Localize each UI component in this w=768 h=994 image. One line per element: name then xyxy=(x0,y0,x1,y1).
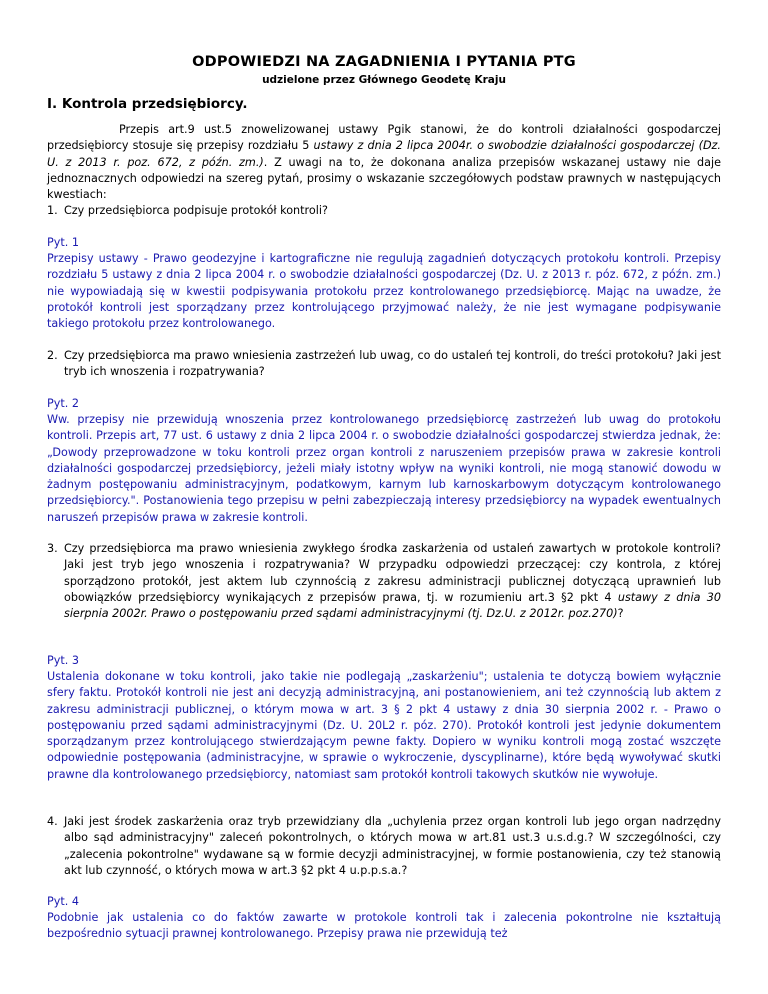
document-subtitle: udzielone przez Głównego Geodetę Kraju xyxy=(262,74,506,86)
question-number: 4. xyxy=(47,815,58,828)
answer-1-label: Pyt. 1 xyxy=(47,236,79,249)
question-number: 3. xyxy=(47,542,58,555)
answer-3-label: Pyt. 3 xyxy=(47,654,79,667)
question-text: Czy przedsiębiorca ma prawo wniesienia zastrzeżeń lub uwag, co do ustaleń tej kontroli, do treści protokołu? Jaki jest tryb ich wnoszenia i rozpatrywania? xyxy=(64,349,721,379)
answer-1-text: Przepisy ustawy - Prawo geodezyjne i kartograficzne nie regulują zagadnień dotyczących protokołu kontroli. Przepisy rozdziału 5 ustawy z dnia 2 lipca 2004 r. o swobodzie działalności gospodarczej (Dz. U. z 2013 r. póz. 672, z późn. zm.) nie wypowiadają się w kwestii podpisywania protokołu przez kontrolowanego przedsiębiorcę. Mając na uwadze, że protokół kontroli jest sporządzany przez kontrolującego przyjmować należy, że nie jest wymagane podpisywanie takiego protokołu przez kontrolowanego. xyxy=(47,252,721,331)
question-number: 2. xyxy=(47,349,58,362)
answer-2-label: Pyt. 2 xyxy=(47,397,79,410)
question-text: Czy przedsiębiorca ma prawo wniesienia zwykłego środka zaskarżenia od ustaleń zawartych w protokole kontroli? Jaki jest tryb jego wnoszenia i rozpatrywania? W przypadku odpowiedzi przeczącej: czy kontrola, z której sporządzono protokół, jest aktem lub czynnością z zakresu administracji publicznej dotyczącą uprawnień lub obowiązków przedsiębiorcy wynikających z przepisów prawa, tj. w rozumieniu art.3 §2 pkt 4 ustawy z dnia 30 sierpnia 2002r. Prawo o postępowaniu przed sądami administracyjnymi (tj. Dz.U. z 2012r. poz.270)? xyxy=(64,542,721,621)
answer-3-text: Ustalenia dokonane w toku kontroli, jako takie nie podlegają „zaskarżeniu"; ustalenia te dotyczą bowiem wyłącznie sfery faktu. Protokół kontroli nie jest ani decyzją administracyjną, ani postanowieniem, ani też czynnością lub aktem z zakresu administracji publicznej, o którym mowa w art. 3 § 2 pkt 4 ustawy z dnia 30 sierpnia 2002 r. - Prawo o postępowaniu przed sądami administracyjnymi (Dz. U. 20L2 r. póz. 270). Protokół kontroli jest jedynie dokumentem sporządzanym przez kontrolującego stwierdzającym pewne fakty. Dopiero w wyniku kontroli mogą zostać wszczęte odpowiednie postępowania (administracyjne, w sprawie o wykroczenie, dyscyplinarne), które będą wywoływać skutki prawne dla kontrolowanego przedsiębiorcy, natomiast sam protokół kontroli takowych skutków nie wywołuje. xyxy=(47,670,721,781)
section-heading: I. Kontrola przedsiębiorcy. xyxy=(47,96,248,112)
question-2 xyxy=(47,348,721,381)
question-text: Jaki jest środek zaskarżenia oraz tryb przewidziany dla „uchylenia przez organ kontroli lub jego organ nadrzędny albo sąd administracyjny" zaleceń pokontrolnych, o których mowa w art.81 ust.3 u.s.d.g.? W szczególności, czy „zalecenia pokontrolne" wydawane są w formie decyzji administracyjnej, w formie postanowienia, czy też stanowią akt lub czynność, o których mowa w art.3 §2 pkt 4 u.p.p.s.a.? xyxy=(64,815,721,877)
answer-2-text: Ww. przepisy nie przewidują wnoszenia przez kontrolowanego przedsiębiorcę zastrzeżeń lub uwag do protokołu kontroli. Przepis art, 77 ust. 6 ustawy z dnia 2 lipca 2004 r. o swobodzie działalności gospodarczej stwierdza jednak, że: „Dowody przeprowadzone w toku kontroli przez organ kontroli z naruszeniem przepisów prawa w zakresie kontroli działalności gospodarczej przedsiębiorcy, jeżeli miały istotny wpływ na wyniki kontroli, nie mogą stanowić dowodu w żadnym postępowaniu administracyjnym, podatkowym, karnym lub karnoskarbowym dotyczącym kontrolowanego przedsiębiorcy.". Postanowienia tego przepisu w pełni zabezpieczają interesy przedsiębiorcy na wypadek ewentualnych naruszeń przepisów prawa w zakresie kontroli. xyxy=(47,413,721,524)
question-text: Czy przedsiębiorca podpisuje protokół kontroli? xyxy=(64,204,328,217)
document-title: ODPOWIEDZI NA ZAGADNIENIA I PYTANIA PTG xyxy=(192,54,576,70)
question-1 xyxy=(47,203,721,219)
answer-4-label: Pyt. 4 xyxy=(47,895,79,908)
question-4 xyxy=(47,814,721,879)
question-number: 1. xyxy=(47,204,58,217)
answer-4-text: Podobnie jak ustalenia co do faktów zawarte w protokole kontroli tak i zalecenia pokontrolne nie kształtują bezpośrednio sytuacji prawnej kontrolowanego. Przepisy prawa nie przewidują też xyxy=(47,911,721,941)
intro-paragraph: Przepis art.9 ust.5 znowelizowanej ustawy Pgik stanowi, że do kontroli działalności gospodarczej przedsiębiorcy stosuje się przepisy rozdziału 5 ustawy z dnia 2 lipca 2004r. o swobodzie działalności gospodarczej (Dz. U. z 2013 r. poz. 672, z późn. zm.). Z uwagi na to, że dokonana analiza przepisów wskazanej ustawy nie daje jednoznacznych odpowiedzi na szereg pytań, prosimy o wskazanie szczegółowych podstaw prawnych w następujących kwestiach: xyxy=(47,123,722,202)
question-3 xyxy=(47,541,721,622)
